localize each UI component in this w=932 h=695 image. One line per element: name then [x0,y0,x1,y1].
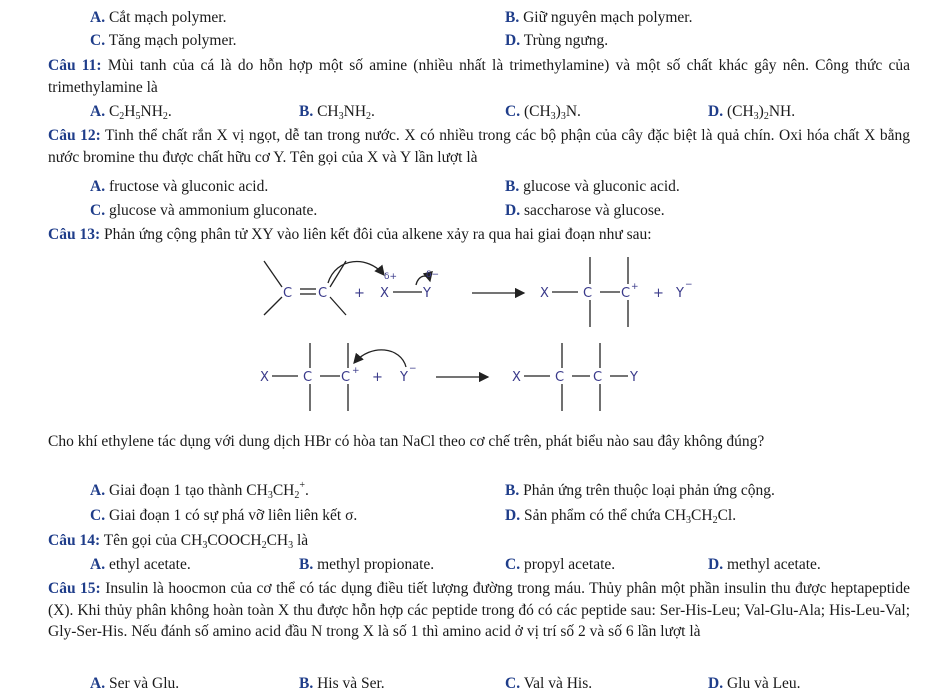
carbocation-label: C [341,370,351,385]
option-label: C. [505,556,521,573]
y-atom-label: Y [630,370,638,385]
question-text: Mùi tanh của cá là do hỗn hợp một số amine (nhiều nhất là trimethylamine) và một số chất khác gây nên. Công thức của trimethylamine là [48,57,911,96]
option-label: C. [505,103,521,120]
option-text: Giai đoạn 1 có sự phá vỡ liên liên kết σ. [108,507,358,524]
positive-charge: + [352,366,360,376]
q11-stem [48,55,910,98]
q14-option-c[interactable] [505,555,615,575]
q14-option-b[interactable] [299,555,434,575]
option-text: glucose và ammonium gluconate. [108,202,318,219]
question-text: Phản ứng cộng phân tử XY vào liên kết đôi của alkene xảy ra qua hai giai đoạn như sau: [103,226,652,243]
option-text: ethyl acetate. [108,556,191,573]
question-number: Câu 14: [48,532,101,549]
option-formula: $CH_3NH_2$. [317,103,375,122]
option-label: D. [505,507,521,524]
option-text: Sản phẩm có thể chứa [523,507,661,524]
option-text: Glu và Leu. [726,675,801,692]
option-label: C. [505,675,521,692]
option-text: Giai đoạn 1 tạo thành [108,482,243,499]
reaction-mechanism-diagram [256,247,702,421]
q13-question [48,431,910,453]
delta-minus-label: δ− [426,270,440,280]
option-label: D. [708,675,724,692]
option-label: B. [299,675,314,692]
option-text: methyl acetate. [726,556,821,573]
option-formula: $(CH_3)_2NH$. [726,103,796,122]
y-anion-label: Y [400,370,408,385]
carbon-label: C [318,286,328,301]
x-atom-label: X [380,286,389,301]
question-number: Câu 12: [48,127,101,144]
option-label: A. [90,103,106,120]
q11-option-c[interactable] [505,102,581,122]
q10-option-d[interactable] [505,31,608,51]
positive-charge: + [631,282,639,292]
option-text: fructose và gluconic acid. [108,178,269,195]
negative-charge: − [409,364,417,374]
q13-option-a[interactable] [90,481,309,501]
delta-plus-label: δ+ [384,272,398,282]
option-label: A. [90,178,106,195]
q15-option-c[interactable] [505,674,592,694]
q12-option-b[interactable] [505,177,680,197]
plus-sign: + [372,370,383,385]
q10-option-b[interactable] [505,8,693,28]
option-text: Giữ nguyên mạch polymer. [523,9,693,26]
option-label: A. [90,482,106,499]
q15-option-d[interactable] [708,674,801,694]
option-formula: $(CH_3)_3N$. [523,103,581,122]
option-label: C. [90,507,106,524]
q11-option-a[interactable] [90,102,172,122]
y-atom-label: Y [423,286,431,301]
q14-option-a[interactable] [90,555,191,575]
option-label: D. [505,202,521,219]
question-tail: là [297,532,309,549]
q15-option-a[interactable] [90,674,179,694]
option-label: B. [505,482,520,499]
option-label: B. [299,103,314,120]
option-label: A. [90,556,106,573]
option-formula: $CH_3CH_2Cl$. [664,507,737,526]
q12-option-c[interactable] [90,201,317,221]
q11-option-d[interactable] [708,102,795,122]
option-label: D. [708,103,724,120]
x-atom-label: X [260,370,269,385]
question-number: Câu 11: [48,57,102,74]
option-text: Cắt mạch polymer. [108,9,227,26]
option-formula: $C_2H_5NH_2$. [108,103,172,122]
q13-option-c[interactable] [90,506,357,526]
question-text: Insulin là hoocmon của cơ thể có tác dụng điều tiết lượng đường trong máu. Thủy phân một phần insulin thu được heptapeptide (X). Khi thủy phân không hoàn toàn X thu được hỗn hợp các peptide trong đó có các peptide sau: Ser-His-Leu; Val-Glu-Ala; His-Leu-Val; Gly-Ser-His. Nếu đánh số amino acid đầu N trong X là số 1 thì amino acid ở vị trí số 2 và số 6 lần lượt là [48,580,910,640]
x-atom-label: X [512,370,521,385]
question-number: Câu 15: [48,580,101,597]
carbon-label: C [283,286,293,301]
question-text: Tên gọi của [103,532,177,549]
q15-stem [48,578,910,643]
option-label: D. [505,32,521,49]
plus-sign: + [354,286,365,301]
option-text: propyl acetate. [523,556,616,573]
q11-option-b[interactable] [299,102,375,122]
q12-option-a[interactable] [90,177,268,197]
carbon-label: C [593,370,603,385]
option-label: C. [90,202,106,219]
option-text: His và Ser. [317,675,385,692]
option-text: Val và His. [523,675,593,692]
option-text: methyl propionate. [317,556,435,573]
x-atom-label: X [540,286,549,301]
q10-option-c[interactable] [90,31,237,51]
carbon-label: C [555,370,565,385]
question-text: Cho khí ethylene tác dụng với dung dịch HBr có hòa tan NaCl theo cơ chế trên, phát biểu nào sau đây không đúng? [48,433,765,450]
option-text: saccharose và glucose. [523,202,665,219]
q15-option-b[interactable] [299,674,385,694]
q13-option-d[interactable] [505,506,736,526]
q13-option-b[interactable] [505,481,775,501]
option-label: C. [90,32,106,49]
option-label: D. [708,556,724,573]
question-number: Câu 13: [48,226,101,243]
option-label: A. [90,9,106,26]
plus-sign: + [653,286,664,301]
option-text: Tăng mạch polymer. [108,32,237,49]
q14-stem [48,531,308,551]
q14-option-d[interactable] [708,555,821,575]
carbon-label: C [583,286,593,301]
question-text: Tinh thể chất rắn X vị ngọt, dễ tan trong nước. X có nhiều trong các bộ phận của cây đặc biệt là quả chín. Oxi hóa chất X bằng nước bromine thu được chất hữu cơ Y. Tên gọi của X và Y lần lượt là [48,127,910,166]
option-label: B. [505,9,520,26]
negative-charge: − [685,280,693,290]
option-text: Ser và Glu. [108,675,180,692]
q13-stem [48,225,652,245]
option-label: B. [505,178,520,195]
option-label: A. [90,675,106,692]
option-label: B. [299,556,314,573]
q10-option-a[interactable] [90,8,226,28]
carbon-label: C [303,370,313,385]
q12-option-d[interactable] [505,201,665,221]
option-text: Trùng ngưng. [523,32,609,49]
option-formula: $CH_3CH_2^+$. [246,480,309,501]
option-text: glucose và gluconic acid. [523,178,680,195]
option-text: Phản ứng trên thuộc loại phản ứng cộng. [523,482,775,499]
carbocation-label: C [621,286,631,301]
y-anion-label: Y [676,286,684,301]
ester-formula: $CH_3COOCH_2CH_3$ [180,532,294,551]
q12-stem [48,125,910,168]
